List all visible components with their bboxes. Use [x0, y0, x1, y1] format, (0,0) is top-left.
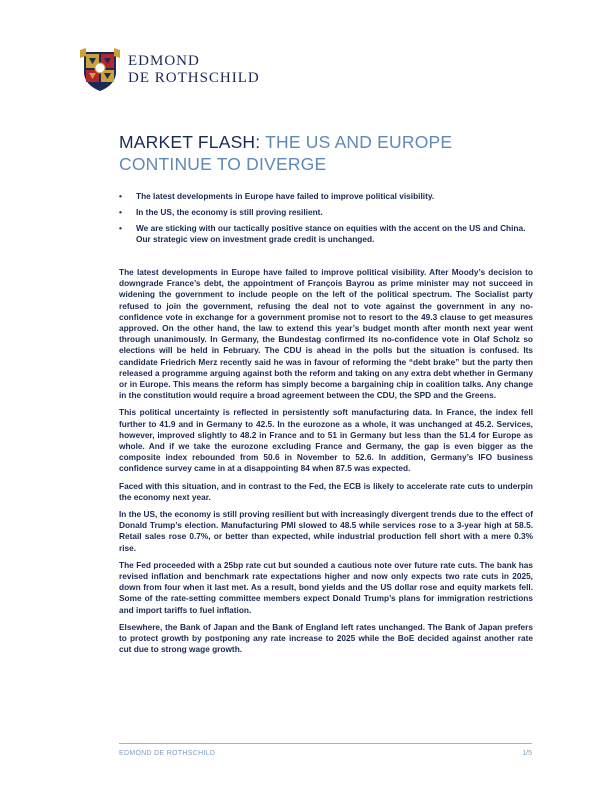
- brand-line-1: EDMOND: [128, 53, 200, 69]
- paragraph: This political uncertainty is reflected in persistently soft manufacturing data. In France, the index fell further to 41.9 and in Germany to 42.5. In the eurozone as a whole, it was unchanged at 45.2. Services, however, improved slightly to 48.2 in France and to 51 in Germany but less than the 51.4 for Europe as whole. And if we take the eurozone excluding France and Germany, the gap is even bigger as the composite index rebounded from 50.6 in November to 52.6. In addition, Germany’s IFO business confidence survey came in at a disappointing 84 when 87.5 was expected.: [119, 407, 533, 474]
- page-number: 1/5: [522, 750, 532, 757]
- brand-name: [128, 53, 260, 87]
- paragraph: The latest developments in Europe have failed to improve political visibility. After Moody’s decision to downgrade France’s debt, the appointment of François Bayrou as prime minister may not succeed in widening the government to include people on the left of the political spectrum. The Socialist party refused to join the government, refusing the deal not to vote against the government in any no-confidence vote in exchange for a government promise not to resort to the 49.3 clause to get measures approved. On the other hand, the law to extend this year’s budget month after month next year went through unanimously. In Germany, the Bundestag confirmed its no-confidence vote in Olaf Scholz so elections will be held in February. The CDU is ahead in the polls but the situation is confused. Its candidate Friedrich Merz recently said he was in favour of reforming the “debt brake” but the party then released a programme arguing against both the reform and taking on any extra debt whether in Germany or in Europe. This means the reform has simply become a bargaining chip in coalition talks. Any change in the constitution would require a broad agreement between the CDU, the SPD and the Greens.: [119, 267, 533, 401]
- key-point: • In the US, the economy is still proving resilient.: [119, 207, 539, 218]
- key-point: • The latest developments in Europe have failed to improve political visibility.: [119, 191, 539, 202]
- footer-divider: [119, 743, 532, 744]
- key-point: • We are sticking with our tactically positive stance on equities with the accent on the US and China. Our strategic view on investment grade credit is unchanged.: [119, 223, 539, 245]
- key-points-list: [119, 191, 539, 250]
- paragraph: Faced with this situation, and in contrast to the Fed, the ECB is likely to accelerate rate cuts to underpin the economy next year.: [119, 480, 533, 502]
- title-prefix: MARKET FLASH:: [119, 132, 266, 152]
- article-body: [119, 267, 533, 662]
- page-title: [119, 131, 519, 175]
- brand-line-2: DE ROTHSCHILD: [128, 70, 260, 86]
- footer-brand: EDMOND DE ROTHSCHILD: [119, 750, 216, 757]
- paragraph: Elsewhere, the Bank of Japan and the Bank of England left rates unchanged. The Bank of Japan prefers to protect growth by postponing any rate increase to 2025 while the BoE decided against another rate cut due to strong wage growth.: [119, 621, 533, 655]
- paragraph: The Fed proceeded with a 25bp rate cut but sounded a cautious note over future rate cuts. The bank has revised inflation and benchmark rate expectations higher and now only expects two rate cuts in 2025, down from four when it last met. As a result, bond yields and the US dollar rose and equity markets fell. Some of the rate-setting committee members expect Donald Trump’s plans for immigration restrictions and import tariffs to fuel inflation.: [119, 559, 533, 615]
- title-main: THE US AND EUROPE CONTINUE TO DIVERGE: [119, 132, 453, 174]
- coat-of-arms-icon: [80, 48, 120, 92]
- paragraph: In the US, the economy is still proving resilient but with increasingly divergent trends due to the effect of Donald Trump’s election. Manufacturing PMI slowed to 48.5 while services rose to a 3-year high at 58.5. Retail sales rose 0.7%, or better than expected, while industrial production fell short with a mere 0.3% rise.: [119, 509, 533, 553]
- brand-logo: [80, 48, 260, 92]
